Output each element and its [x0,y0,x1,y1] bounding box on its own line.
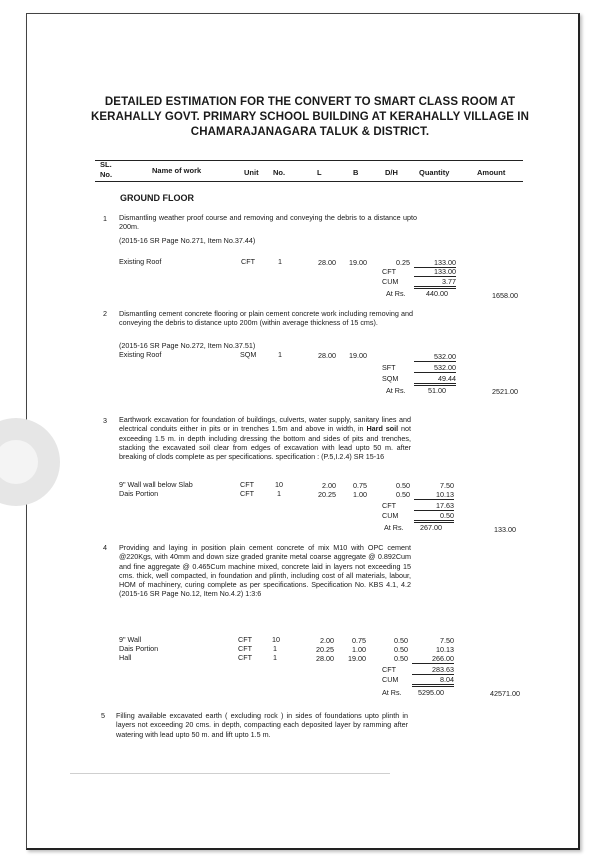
item-3-at-rs-label: At Rs. [384,523,404,532]
item-1-row-unit: CFT [241,257,255,266]
item-4-row-3-qty: 266.00 [412,654,454,664]
item-2-sqm-label: SQM [382,374,399,383]
item-4-row-1-qty: 7.50 [440,636,454,645]
item-1-row-l: 28.00 [318,258,336,267]
item-4-row-3-l: 28.00 [316,654,334,663]
item-3-row-1-qty: 7.50 [440,481,454,490]
item-3-row-1-b: 0.75 [353,481,367,490]
item-2-sft-value: 532.00 [414,363,456,373]
item-3-row-2-l: 20.25 [318,490,336,499]
item-4-amount: 42571.00 [490,689,520,698]
item-4-row-1-no: 10 [272,635,280,644]
item-3-row-2-dh: 0.50 [396,490,410,499]
item-4-row-2-name: Dais Portion [119,644,159,653]
item-3-desc-part-a: Earthwork excavation for foundation of buildings, culverts, water supply, sanitary lines and electrical conduits either in pits or in trenches 1.5m and above in width, in [119,415,411,434]
item-2-amount: 2521.00 [492,387,518,396]
item-2-row-l: 28.00 [318,351,336,360]
item-2-reference: (2015-16 SR Page No.272, Item No.37.51) [119,341,256,350]
item-3-row-1-no: 10 [275,480,283,489]
item-4-cft-value: 283.63 [412,665,454,675]
header-amount: Amount [477,168,506,177]
footer-rule [70,773,390,774]
item-4-row-2-dh: 0.50 [394,645,408,654]
item-4-row-3-dh: 0.50 [394,654,408,663]
item-1-row-dh: 0.25 [396,258,410,267]
item-3-row-2-name: Dais Portion [119,489,159,498]
item-3-desc-hard-soil: Hard soil [366,424,399,434]
item-2-at-rs-label: At Rs. [386,386,406,395]
item-3-row-2-b: 1.00 [353,490,367,499]
header-breadth: B [353,168,359,177]
item-3-sl: 3 [103,416,107,425]
item-4-row-3-unit: CFT [238,653,252,662]
item-3-row-2-qty: 10.13 [414,490,454,500]
header-unit: Unit [244,168,259,177]
item-3-cum-value: 0.50 [414,511,454,523]
item-4-row-2-unit: CFT [238,644,252,653]
item-4-cum-label: CUM [382,675,399,684]
item-4-row-3-b: 19.00 [348,654,366,663]
item-2-row-b: 19.00 [349,351,367,360]
item-2-sl: 2 [103,309,107,318]
item-2-row-no: 1 [278,350,282,359]
item-1-row-no: 1 [278,257,282,266]
item-1-rate: 440.00 [426,289,448,298]
item-5-description: Filling available excavated earth ( excluding rock ) in sides of foundations upto plinth in layers not exceeding 20 cms. in depth, compacting each deposited layer by ramming after watering with lead upto 50 m. and lift upto 1.5 m. [116,711,408,739]
header-name-of-work: Name of work [152,166,202,175]
header-number: No. [273,168,286,177]
item-3-cft-value: 17.63 [414,501,454,511]
item-3-row-1-unit: CFT [240,480,254,489]
item-2-row-unit: SQM [240,350,257,359]
item-1-cft-label: CFT [382,267,396,276]
header-depth-height: D/H [385,168,398,177]
item-4-row-3-name: Hall [119,653,132,662]
item-2-row-qty: 532.00 [414,352,456,362]
item-1-at-rs-label: At Rs. [386,289,406,298]
item-3-row-2-unit: CFT [240,489,254,498]
header-no: No. [100,170,113,179]
item-2-row-name: Existing Roof [119,350,162,359]
item-3-row-2-no: 1 [277,489,281,498]
item-4-row-1-name: 9" Wall [119,635,142,644]
item-4-row-3-no: 1 [273,653,277,662]
item-1-cum-value: 3.77 [414,277,456,289]
item-1-row-name: Existing Roof [119,257,162,266]
item-3-amount: 133.00 [494,525,516,534]
item-4-at-rs-label: At Rs. [382,688,402,697]
item-4-row-1-dh: 0.50 [394,636,408,645]
item-4-row-2-qty: 10.13 [436,645,454,654]
item-2-sft-label: SFT [382,363,396,372]
header-quantity: Quantity [419,168,450,177]
item-1-sl: 1 [103,214,107,223]
item-3-cft-label: CFT [382,501,396,510]
item-4-row-1-b: 0.75 [352,636,366,645]
item-3-description [119,415,411,461]
item-1-cft-value: 133.00 [414,267,456,277]
item-5-sl: 5 [101,711,105,720]
item-4-description: Providing and laying in position plain cement concrete of mix M10 with OPC cement @220Kgs, with 40mm and down size graded granite metal coarse aggregate @ 0.892Cum and fine aggregate @ 0.465Cum machine mixed, concrete laid in layers not exceeding 15 cms. thick, well compacted, in foundation and plinth, including cost of all materials, labour, HOM of machinery, curing complete as per specifications. Specification No. KBS 4.1, 4.2 (2015-16 SR Page No.12, Item No.4.2) 1:3:6 [119,543,411,599]
item-4-cft-label: CFT [382,665,396,674]
item-4-sl: 4 [103,543,107,552]
item-4-rate: 5295.00 [418,688,444,697]
item-2-description: Dismantling cement concrete flooring or plain cement concrete work including removing and conveying the debris to distance upto 200m (within average thickness of 15 cms). [119,309,413,328]
item-3-row-1-dh: 0.50 [396,481,410,490]
header-top-rule [95,160,523,161]
section-ground-floor: GROUND FLOOR [120,193,194,203]
doc-title-line-2: KERAHALLY GOVT. PRIMARY SCHOOL BUILDING AT KERAHALLY VILLAGE IN [90,111,529,123]
item-4-row-2-b: 1.00 [352,645,366,654]
item-4-row-2-no: 1 [273,644,277,653]
doc-title-line-1: DETAILED ESTIMATION FOR THE CONVERT TO SMART CLASS ROOM AT [104,96,516,108]
item-3-row-1-l: 2.00 [322,481,336,490]
item-1-reference: (2015-16 SR Page No.271, Item No.37.44) [119,236,256,245]
item-1-cum-label: CUM [382,277,399,286]
header-bottom-rule [95,181,523,182]
item-3-desc-part-b: not exceeding 1.5 m. in depth including dressing the bottom and sides of pits and trenches, stacking the excavated soil clear from edges of excavation with lead upto 50 m. after breaking of clods complete as per specifications. specification : (P.5,I.2.4) SR 15-16 [119,424,412,462]
item-4-row-1-l: 2.00 [320,636,334,645]
item-3-row-1-name: 9" Wall wall below Slab [119,480,193,489]
item-3-rate: 267.00 [420,523,442,532]
doc-title-line-3: CHAMARAJANAGARA TALUK & DISTRICT. [190,126,430,138]
item-1-amount: 1658.00 [492,291,518,300]
item-1-description: Dismantling weather proof course and removing and conveying the debris to a distance upto 200m. [119,213,417,232]
header-sl: SL. [100,160,112,169]
item-2-sqm-value: 49.44 [414,374,456,386]
item-3-cum-label: CUM [382,511,399,520]
scroll-handle-inner [0,440,38,484]
item-4-row-2-l: 20.25 [316,645,334,654]
item-1-row-qty: 133.00 [414,258,456,268]
header-length: L [317,168,322,177]
item-4-row-1-unit: CFT [238,635,252,644]
item-1-row-b: 19.00 [349,258,367,267]
item-2-rate: 51.00 [428,386,446,395]
item-4-cum-value: 8.04 [412,675,454,687]
